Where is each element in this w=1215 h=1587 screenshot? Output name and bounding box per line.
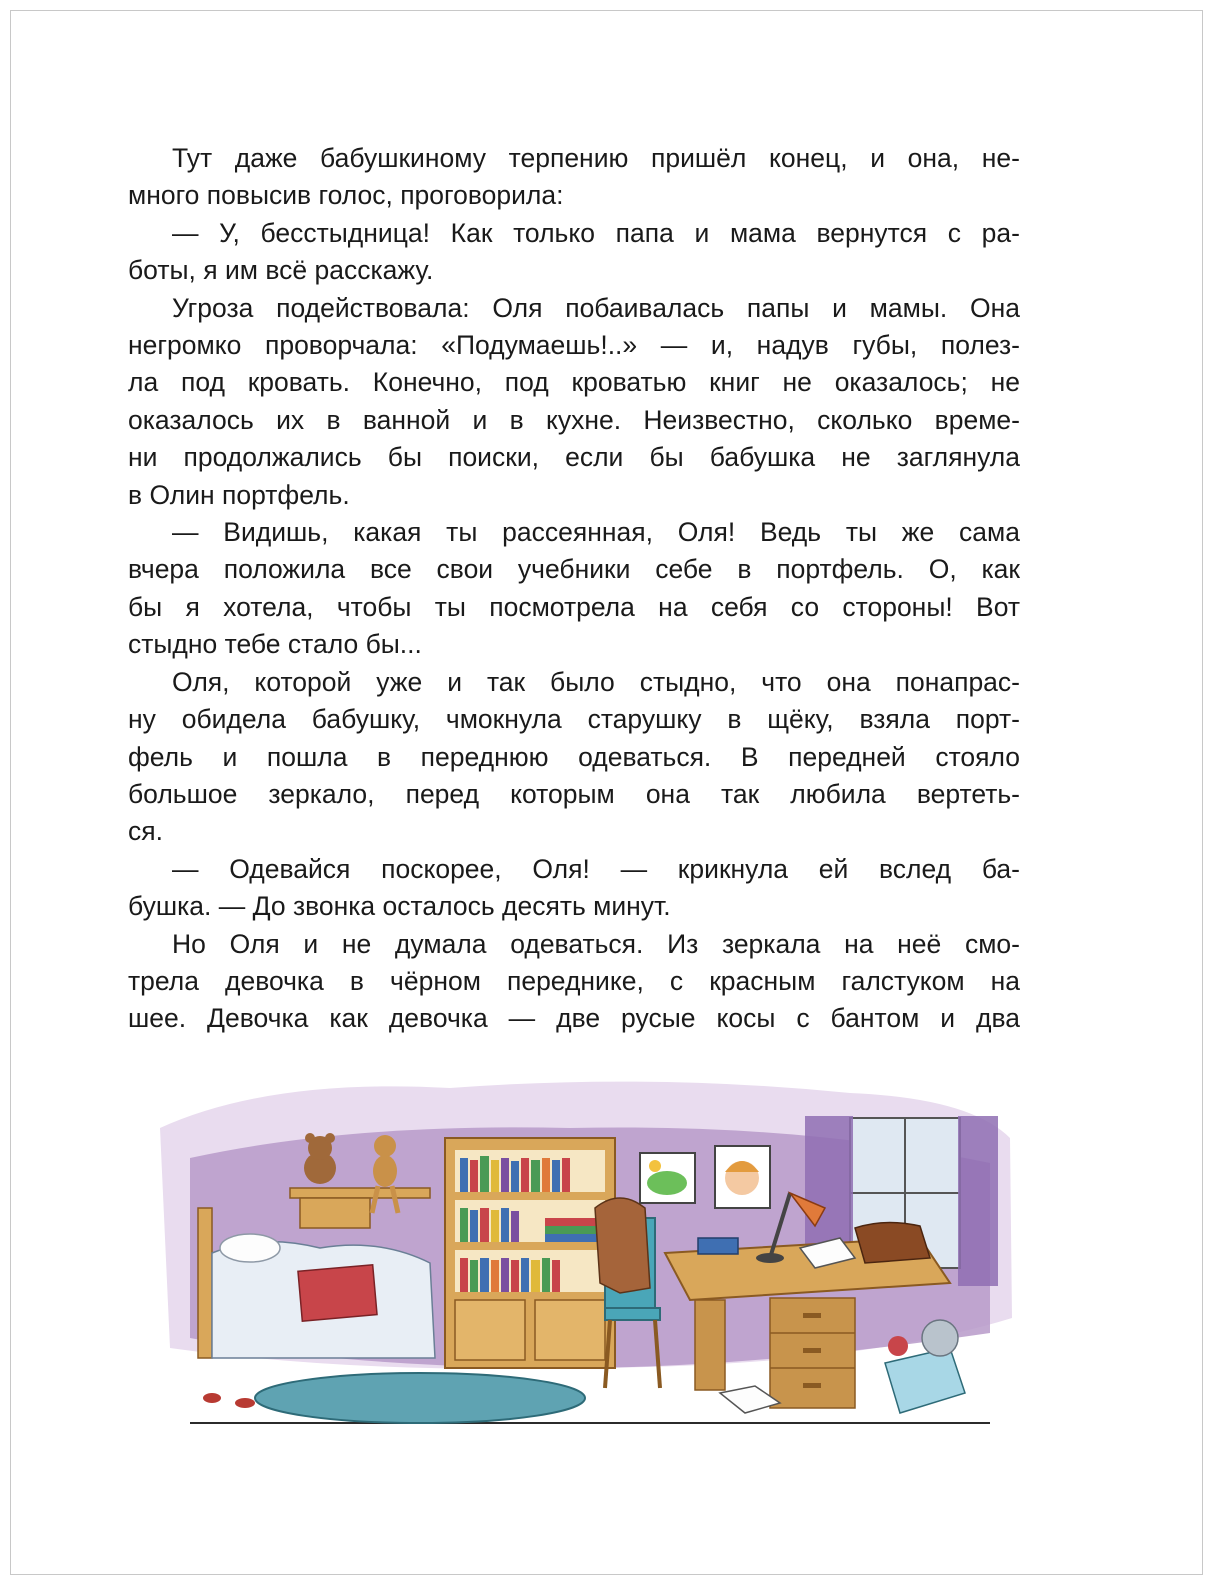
bookcase — [445, 1138, 615, 1368]
teddy-bear-icon — [304, 1133, 336, 1184]
story-line: бушка. — До звонка осталось десять минут. — [128, 891, 671, 922]
pillow — [220, 1234, 280, 1262]
story-line: много повысив голос, проговорила: — [128, 180, 564, 211]
story-line: вчера положила все свои учебники себе в портфель. О, как — [128, 554, 1020, 585]
school-bag-icon — [855, 1222, 930, 1263]
story-line: — У, бесстыдница! Как только папа и мама вернутся с ра- — [172, 217, 1020, 248]
story-line: ла под кровать. Конечно, под кроватью книг не оказалось; не — [128, 367, 1020, 398]
story-line: Оля, которой уже и так было стыдно, что она понапрас- — [172, 666, 1020, 697]
story-line: фель и пошла в переднюю одеваться. В передней стояло — [128, 741, 1020, 772]
rug — [255, 1373, 585, 1423]
doll-icon — [888, 1336, 908, 1356]
story-line: большое зеркало, перед которым она так любила вертеть- — [128, 778, 1020, 809]
story-line: — Одевайся поскорее, Оля! — крикнула ей вслед ба- — [172, 853, 1020, 884]
story-text — [128, 140, 1020, 1038]
wall-picture-portrait — [715, 1146, 770, 1208]
wall-picture-landscape — [640, 1153, 695, 1203]
story-line: трела девочка в чёрном переднике, с красным галстуком на — [128, 965, 1020, 996]
story-line: бы я хотела, чтобы ты посмотрела на себя со стороны! Вот — [128, 591, 1020, 622]
story-line: боты, я им всё расскажу. — [128, 255, 434, 286]
bedroom-illustration — [150, 1068, 1020, 1438]
story-line: в Олин портфель. — [128, 479, 350, 510]
story-line: Тут даже бабушкиному терпению пришёл конец, и она, не- — [172, 143, 1020, 173]
story-line: ни продолжались бы поиски, если бы бабушка не заглянула — [128, 442, 1020, 473]
story-line: оказалось их в ванной и в кухне. Неизвестно, сколько време- — [128, 404, 1020, 435]
slipper-icon — [235, 1398, 255, 1408]
book-stack — [698, 1238, 738, 1254]
quilt — [298, 1265, 377, 1321]
story-line: негромко проворчала: «Подумаешь!..» — и, надув губы, полез- — [128, 330, 1020, 361]
toy-elephant-icon — [922, 1320, 958, 1356]
jacket — [595, 1198, 650, 1293]
story-line: шее. Девочка как девочка — две русые косы с бантом и два — [128, 1003, 1020, 1034]
story-line: — Видишь, какая ты рассеянная, Оля! Ведь ты же сама — [172, 517, 1020, 548]
story-line: ся. — [128, 816, 163, 847]
story-line: Но Оля и не думала одеваться. Из зеркала на неё смо- — [172, 928, 1020, 959]
curtain-right — [958, 1116, 998, 1286]
slipper-icon — [203, 1393, 221, 1403]
story-line: стыдно тебе стало бы... — [128, 629, 422, 660]
story-line: Угроза подействовала: Оля побаивалась папы и мамы. Она — [172, 292, 1020, 323]
story-line: ну обидела бабушку, чмокнула старушку в щёку, взяла порт- — [128, 704, 1020, 735]
